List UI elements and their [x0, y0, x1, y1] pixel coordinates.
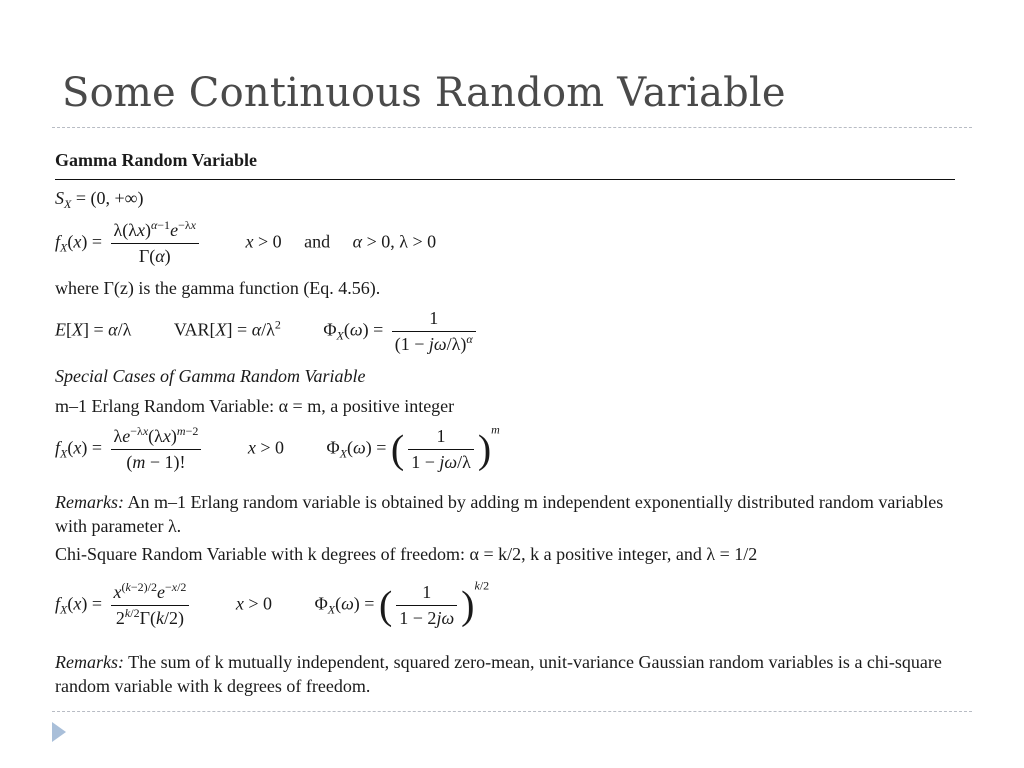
remark-erlang-label: Remarks: [55, 492, 124, 512]
remark-chi-square-label: Remarks: [55, 652, 124, 672]
moments-formula: E[X] = α/λ $VAR[X] = \alpha/\lambda^2$ $\Phi_X(\omega)$ = $\frac{1}{(1 - j\omega/\lambda)^\alpha}$ [55, 308, 480, 355]
next-slide-arrow-icon[interactable] [52, 722, 66, 742]
remark-chi-square [55, 650, 960, 698]
chi-square-pdf-formula: $f_X(x)$ = $\frac{x^{(k-2)/2}e^{-x/2}}{2^{k/2}\Gamma(k/2)}$ x > 0 $\Phi_X(\omega)$ = ( $\frac{1}{1 - 2j\omega}$ )$^{k/2}$ [55, 578, 490, 628]
remark-erlang-text: An m–1 Erlang random variable is obtained by adding m independent exponentially distributed random variables with parameter λ. [55, 492, 944, 536]
title-divider [52, 127, 972, 128]
chi-square-intro: Chi-Square Random Variable with k degrees of freedom: α = k/2, k a positive integer, and λ = 1/2 [55, 544, 758, 564]
support-formula: $S_X = (0$, +∞) [55, 188, 144, 211]
section-heading: Gamma Random Variable [55, 150, 955, 180]
erlang-char-fraction: $\frac{1}{1 - j\omega/\lambda}$ [408, 426, 474, 473]
gamma-function-note: where Γ(z) is the gamma function (Eq. 4.56). [55, 278, 381, 298]
gamma-char-fraction: $\frac{1}{(1 - j\omega/\lambda)^\alpha}$ [392, 308, 476, 355]
erlang-intro: m–1 Erlang Random Variable: α = m, a positive integer [55, 396, 455, 416]
chi-square-pdf-fraction: $\frac{x^{(k-2)/2}e^{-x/2}}{2^{k/2}\Gamma(k/2)}$ [111, 582, 190, 629]
special-cases-heading: Special Cases of Gamma Random Variable [55, 366, 366, 386]
chi-square-char-fraction: $\frac{1}{1 - 2j\omega}$ [396, 582, 457, 629]
erlang-pdf-formula: $f_X(x)$ = $\frac{\lambda e^{-\lambda x}(\lambda x)^{m-2}}{(m - 1)!}$ x > 0 $\Phi_X(\omega)$ = ( $\frac{1}{1 - j\omega/\lambda}$ )$^m$ [55, 422, 500, 472]
erlang-pdf-fraction: $\frac{\lambda e^{-\lambda x}(\lambda x)^{m-2}}{(m - 1)!}$ [111, 426, 202, 473]
remark-chi-square-text: The sum of k mutually independent, squared zero-mean, unit-variance Gaussian random variables is a chi-square random variable with k degrees of freedom. [55, 652, 942, 696]
gamma-pdf-formula: $f_X(x)$ = $\frac{\lambda(\lambda x)^{\alpha-1}e^{-\lambda x}}{\Gamma(\alpha)}$ x > 0 and α > 0, λ > 0 [55, 218, 437, 266]
slide-content [55, 150, 960, 696]
footer-divider [52, 711, 972, 712]
gamma-pdf-fraction: $\frac{\lambda(\lambda x)^{\alpha-1}e^{-\lambda x}}{\Gamma(\alpha)}$ [111, 220, 199, 267]
slide-title: Some Continuous Random Variable [62, 70, 786, 116]
remark-erlang [55, 490, 960, 538]
